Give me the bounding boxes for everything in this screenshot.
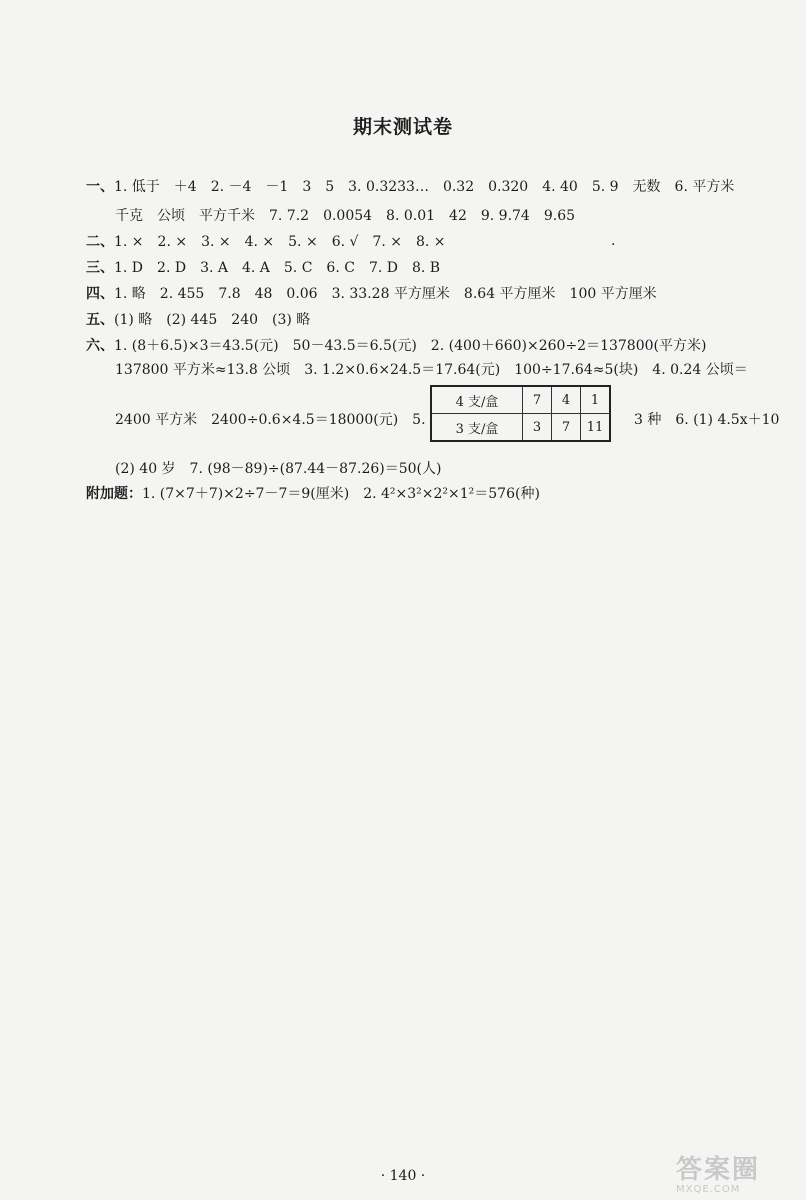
answer-line-section-5 (86, 311, 310, 329)
table-cell: 7 (523, 386, 552, 414)
table-row-label: 3 支/盒 (431, 414, 523, 442)
answer-text: 1. D 2. D 3. A 4. A 5. C 6. C 7. D 8. B (114, 260, 441, 276)
section-label: 附加题： (86, 486, 142, 502)
page-title: 期末测试卷 (352, 116, 453, 138)
answer-line-section-3 (86, 259, 440, 277)
answer-text: 千克 公顷 平方千米 7. 7.2 0.0054 8. 0.01 42 9. 9.74 9.65 (115, 208, 576, 224)
section-label: 六、 (86, 338, 114, 354)
watermark-url: MXQE.COM (676, 1184, 741, 1195)
section-label: 一、 (86, 179, 114, 195)
answer-text: 1. (8＋6.5)×3＝43.5(元) 50－43.5＝6.5(元) 2. (400＋660)×260÷2＝137800(平方米) (114, 338, 707, 354)
section-label: 二、 (86, 234, 114, 250)
answer-text: (1) 略 (2) 445 240 (3) 略 (114, 312, 311, 328)
answer-text: 2400 平方米 2400÷0.6×4.5＝18000(元) 5. (115, 412, 426, 428)
answer-text: 1. 低于 ＋4 2. －4 －1 3 5 3. 0.3233… 0.32 0.320 4. 40 5. 9 无数 6. 平方米 (114, 179, 735, 195)
stray-dot: . (611, 233, 616, 249)
answer-text: 1. (7×7＋7)×2÷7－7＝9(厘米) 2. 4²×3²×2²×1²＝576(种) (142, 486, 540, 502)
answer-line-section-1 (86, 178, 734, 196)
table-row (431, 414, 610, 442)
watermark-logo (676, 1156, 796, 1196)
answer-table (430, 385, 611, 442)
answer-line-section-6-cont2 (115, 411, 426, 429)
answer-line-section-1-cont (115, 207, 575, 225)
answer-line-section-6 (86, 337, 706, 355)
answer-text: 1. 略 2. 455 7.8 48 0.06 3. 33.28 平方厘米 8.64 平方厘米 100 平方厘米 (114, 286, 657, 302)
answer-line-section-4 (86, 285, 657, 303)
answer-text: (2) 40 岁 7. (98－89)÷(87.44－87.26)＝50(人) (115, 461, 442, 477)
table-row-label: 4 支/盒 (431, 386, 523, 414)
watermark-text: 答案圈 (676, 1155, 761, 1185)
answer-line-section-2 (86, 233, 446, 251)
table-row (431, 386, 610, 414)
answer-line-after-table (634, 411, 779, 429)
answer-line-bonus (86, 485, 540, 503)
answer-line-section-6-cont (115, 361, 748, 379)
answer-text: 1. × 2. × 3. × 4. × 5. × 6. √ 7. × 8. × (114, 234, 446, 250)
section-label: 五、 (86, 312, 114, 328)
section-label: 四、 (86, 286, 114, 302)
table-cell: 1 (581, 386, 611, 414)
table-cell: 3 (523, 414, 552, 442)
section-label: 三、 (86, 260, 114, 276)
answer-line-section-6-cont3 (115, 460, 441, 478)
table-cell: 4 (552, 386, 581, 414)
table-cell: 7 (552, 414, 581, 442)
answer-text: 3 种 6. (1) 4.5x＋10 (634, 412, 780, 428)
table-cell: 11 (581, 414, 611, 442)
page-number: · 140 · (380, 1168, 426, 1184)
answer-text: 137800 平方米≈13.8 公顷 3. 1.2×0.6×24.5＝17.64(元) 100÷17.64≈5(块) 4. 0.24 公顷＝ (115, 362, 748, 378)
